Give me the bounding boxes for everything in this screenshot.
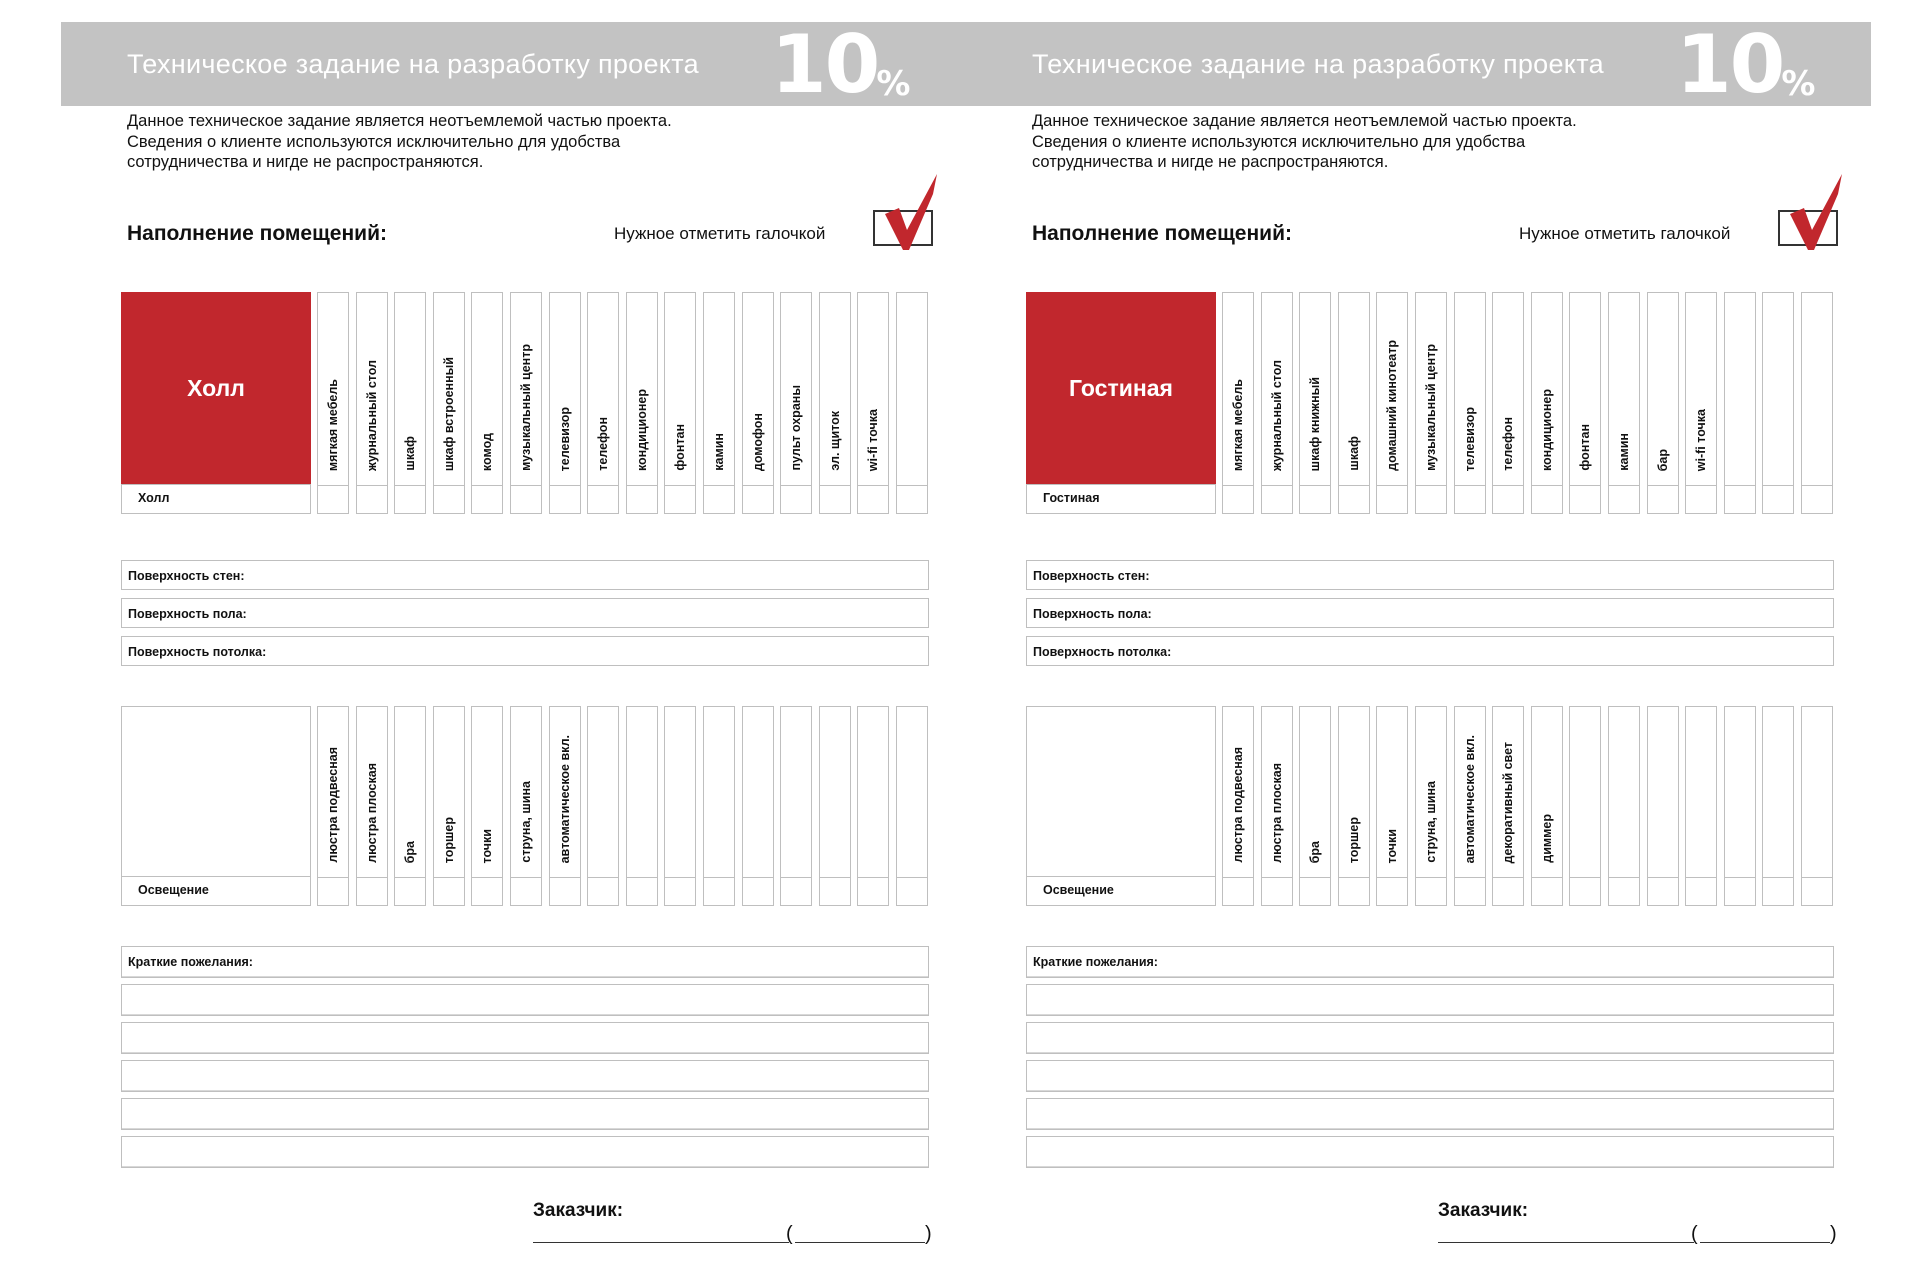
checkbox-cell-divider <box>1532 485 1562 486</box>
checkbox-cell-divider <box>434 877 464 878</box>
checkbox-cell-divider <box>434 485 464 486</box>
logo-number: 10 <box>1676 18 1784 111</box>
lighting-checkbox-column[interactable] <box>1569 706 1601 906</box>
furniture-checkbox-column[interactable] <box>664 292 696 514</box>
furniture-item-label: музыкальный центр <box>519 344 533 471</box>
lighting-checkbox-column[interactable] <box>1222 706 1254 906</box>
lighting-checkbox-column[interactable] <box>1492 706 1524 906</box>
furniture-item-label: камин <box>712 433 726 471</box>
lighting-checkbox-column[interactable] <box>1531 706 1563 906</box>
lighting-item-label: торшер <box>1346 816 1361 863</box>
intro-text <box>1032 111 1732 173</box>
lighting-checkbox-column[interactable] <box>1762 706 1794 906</box>
checkbox-cell-divider <box>1648 877 1678 878</box>
checkbox-cell-divider <box>781 485 811 486</box>
checkbox-cell-divider <box>1609 485 1639 486</box>
paren-open: ( <box>786 1223 793 1245</box>
furniture-item-label: шкаф <box>403 436 418 471</box>
checkbox-cell-divider <box>1416 485 1446 486</box>
wall-surface-field[interactable]: Поверхность стен: <box>121 560 929 590</box>
checkbox-cell-divider <box>627 485 657 486</box>
checkbox-cell-divider <box>743 485 773 486</box>
logo-10-percent <box>771 18 911 111</box>
check-hint: Нужное отметить галочкой <box>614 224 826 243</box>
furniture-checkbox-column[interactable] <box>819 292 851 514</box>
checkbox-cell-divider <box>1725 485 1755 486</box>
furniture-checkbox-column[interactable] <box>1338 292 1370 514</box>
lighting-item-label: люстра плоская <box>1269 763 1284 863</box>
furniture-checkbox-column[interactable] <box>1569 292 1601 514</box>
furniture-checkbox-column[interactable] <box>1222 292 1254 514</box>
lighting-checkbox-column[interactable] <box>1647 706 1679 906</box>
furniture-item-label: телефон <box>1501 417 1516 471</box>
signature-name-line[interactable] <box>795 1242 925 1243</box>
intro-line: Сведения о клиенте используются исключительно для удобства <box>1032 132 1526 151</box>
header-title: Техническое задание на разработку проекта <box>1032 49 1604 79</box>
checkbox-cell-divider <box>1493 877 1523 878</box>
checkbox-cell-divider <box>588 485 618 486</box>
lighting-checkbox-column[interactable] <box>587 706 619 906</box>
checkbox-cell-divider <box>1686 485 1716 486</box>
checkbox-cell-divider <box>588 877 618 878</box>
floor-surface-field[interactable]: Поверхность пола: <box>1026 598 1834 628</box>
lighting-checkbox-column[interactable] <box>1454 706 1486 906</box>
lighting-checkbox-column[interactable] <box>664 706 696 906</box>
checkbox-cell-divider <box>1763 485 1793 486</box>
checkbox-cell-divider <box>1262 485 1292 486</box>
furniture-checkbox-column[interactable] <box>1492 292 1524 514</box>
wall-surface-field[interactable]: Поверхность стен: <box>1026 560 1834 590</box>
wishes-line[interactable] <box>1026 1098 1834 1130</box>
furniture-item-label: журнальный стол <box>364 360 379 471</box>
checkbox-cell-divider <box>1300 485 1330 486</box>
lighting-item-label: автоматическое вкл. <box>1462 734 1477 863</box>
checkbox-cell-divider <box>1339 485 1369 486</box>
checkbox-cell-divider <box>1223 877 1253 878</box>
wishes-line[interactable] <box>1026 1136 1834 1168</box>
wishes-field[interactable]: Краткие пожелания: <box>121 946 929 978</box>
lighting-item-label: люстра подвесная <box>326 747 340 863</box>
room-row-label: Гостиная <box>1026 484 1216 514</box>
lighting-blank-block <box>121 706 311 876</box>
checkbox-cell-divider <box>1377 485 1407 486</box>
wishes-field[interactable]: Краткие пожелания: <box>1026 946 1834 978</box>
logo-percent: % <box>1781 64 1816 104</box>
intro-text <box>127 111 827 173</box>
checkbox-cell-divider <box>858 485 888 486</box>
checkbox-cell-divider <box>704 485 734 486</box>
header-title: Техническое задание на разработку проекта <box>127 49 699 79</box>
lighting-item-label: диммер <box>1539 814 1554 863</box>
lighting-item-label: точки <box>1385 828 1400 863</box>
furniture-item-label: домофон <box>750 412 765 471</box>
lighting-item-label: бра <box>1308 840 1323 863</box>
furniture-item-label: фонтан <box>673 424 688 471</box>
section-title: Наполнение помещений: <box>1032 222 1292 245</box>
furniture-item-label: мягкая мебель <box>1231 378 1245 471</box>
furniture-item-label: шкаф книжный <box>1308 376 1323 471</box>
checkbox-cell-divider <box>665 877 695 878</box>
checkmark-icon <box>1786 172 1846 252</box>
lighting-checkbox-column[interactable] <box>433 706 465 906</box>
furniture-item-label: комод <box>480 432 495 471</box>
checkbox-cell-divider <box>1455 877 1485 878</box>
furniture-item-label: кондиционер <box>634 388 649 471</box>
furniture-checkbox-column[interactable] <box>471 292 503 514</box>
checkbox-cell-divider <box>318 877 348 878</box>
furniture-checkbox-column[interactable] <box>394 292 426 514</box>
checkbox-cell-divider <box>395 485 425 486</box>
form-page-hall <box>61 18 966 1262</box>
lighting-checkbox-column[interactable] <box>1376 706 1408 906</box>
checkbox-cell-divider <box>820 485 850 486</box>
lighting-checkbox-column[interactable] <box>317 706 349 906</box>
checkbox-cell-divider <box>897 877 927 878</box>
header-band <box>61 18 967 111</box>
logo-number: 10 <box>771 18 879 111</box>
checkbox-cell-divider <box>1223 485 1253 486</box>
lighting-checkbox-column[interactable] <box>896 706 928 906</box>
checkbox-cell-divider <box>1416 877 1446 878</box>
lighting-item-label: струна, шина <box>1424 781 1438 863</box>
furniture-item-label: шкаф встроенный <box>441 356 456 471</box>
furniture-checkbox-column[interactable] <box>1376 292 1408 514</box>
furniture-item-label: домашний кинотеатр <box>1385 340 1400 471</box>
furniture-checkbox-column[interactable] <box>742 292 774 514</box>
furniture-checkbox-column[interactable] <box>317 292 349 514</box>
furniture-item-label: телевизор <box>557 406 572 471</box>
checkbox-cell-divider <box>1455 485 1485 486</box>
furniture-checkbox-column[interactable] <box>1762 292 1794 514</box>
furniture-checkbox-column[interactable] <box>1454 292 1486 514</box>
furniture-item-label: кондиционер <box>1539 388 1554 471</box>
room-name-block: Гостиная <box>1026 292 1216 484</box>
furniture-item-label: мягкая мебель <box>326 378 340 471</box>
checkbox-cell-divider <box>1763 877 1793 878</box>
checkbox-cell-divider <box>820 877 850 878</box>
room-name-block: Холл <box>121 292 311 484</box>
furniture-checkbox-column[interactable] <box>1415 292 1447 514</box>
checkbox-cell-divider <box>1725 877 1755 878</box>
checkbox-cell-divider <box>743 877 773 878</box>
checkbox-cell-divider <box>1570 877 1600 878</box>
furniture-checkbox-column[interactable] <box>1724 292 1756 514</box>
furniture-checkbox-column[interactable] <box>1261 292 1293 514</box>
furniture-grid <box>1026 292 1836 516</box>
lighting-checkbox-column[interactable] <box>857 706 889 906</box>
furniture-checkbox-column[interactable] <box>549 292 581 514</box>
paren-close: ) <box>1830 1223 1837 1245</box>
lighting-item-label: автоматическое вкл. <box>557 734 572 863</box>
lighting-checkbox-column[interactable] <box>1338 706 1370 906</box>
furniture-checkbox-column[interactable] <box>857 292 889 514</box>
furniture-checkbox-column[interactable] <box>896 292 928 514</box>
lighting-checkbox-column[interactable] <box>1608 706 1640 906</box>
furniture-checkbox-column[interactable] <box>356 292 388 514</box>
lighting-checkbox-column[interactable] <box>394 706 426 906</box>
furniture-checkbox-column[interactable] <box>1299 292 1331 514</box>
lighting-checkbox-column[interactable] <box>1724 706 1756 906</box>
checkbox-cell-divider <box>781 877 811 878</box>
checkbox-cell-divider <box>1532 877 1562 878</box>
checkbox-cell-divider <box>1262 877 1292 878</box>
ceiling-surface-field[interactable]: Поверхность потолка: <box>121 636 929 666</box>
intro-line: Сведения о клиенте используются исключительно для удобства <box>127 132 621 151</box>
checkbox-cell-divider <box>472 485 502 486</box>
checkbox-cell-divider <box>665 485 695 486</box>
wishes-line[interactable] <box>121 1098 929 1130</box>
intro-line: Данное техническое задание является неотъемлемой частью проекта. <box>127 112 672 130</box>
checkbox-cell-divider <box>1377 877 1407 878</box>
checkbox-cell-divider <box>550 485 580 486</box>
lighting-checkbox-column[interactable] <box>1685 706 1717 906</box>
lighting-item-label: торшер <box>441 816 456 863</box>
furniture-checkbox-column[interactable] <box>626 292 658 514</box>
lighting-blank-block <box>1026 706 1216 876</box>
signature-name-line[interactable] <box>1700 1242 1830 1243</box>
furniture-item-label: телефон <box>596 417 611 471</box>
checkbox-cell-divider <box>1609 877 1639 878</box>
checkbox-cell-divider <box>357 485 387 486</box>
lighting-checkbox-column[interactable] <box>742 706 774 906</box>
lighting-checkbox-column[interactable] <box>1261 706 1293 906</box>
checkbox-cell-divider <box>627 877 657 878</box>
room-row-label: Холл <box>121 484 311 514</box>
checkbox-cell-divider <box>1802 877 1832 878</box>
checkbox-cell-divider <box>318 485 348 486</box>
section-title: Наполнение помещений: <box>127 222 387 245</box>
logo-10-percent <box>1676 18 1816 111</box>
lighting-checkbox-column[interactable] <box>510 706 542 906</box>
furniture-checkbox-column[interactable] <box>1801 292 1833 514</box>
furniture-grid <box>121 292 931 516</box>
furniture-item-label: wi-fi точка <box>1694 408 1709 471</box>
furniture-checkbox-column[interactable] <box>1647 292 1679 514</box>
furniture-item-label: эл. щиток <box>827 411 842 471</box>
furniture-item-label: пульт охраны <box>789 385 804 471</box>
wishes-line[interactable] <box>121 1022 929 1054</box>
wishes-line[interactable] <box>1026 1060 1834 1092</box>
furniture-checkbox-column[interactable] <box>703 292 735 514</box>
lighting-checkbox-column[interactable] <box>471 706 503 906</box>
checkbox-cell-divider <box>550 877 580 878</box>
wishes-line[interactable] <box>1026 1022 1834 1054</box>
furniture-item-label: шкаф <box>1346 436 1361 471</box>
checkbox-cell-divider <box>511 877 541 878</box>
intro-line: сотрудничества и нигде не распространяются. <box>127 153 484 171</box>
lighting-checkbox-column[interactable] <box>626 706 658 906</box>
lighting-checkbox-column[interactable] <box>703 706 735 906</box>
header-band <box>966 18 1871 111</box>
lighting-checkbox-column[interactable] <box>819 706 851 906</box>
lighting-checkbox-column[interactable] <box>549 706 581 906</box>
logo-percent: % <box>876 64 911 104</box>
furniture-checkbox-column[interactable] <box>780 292 812 514</box>
checkbox-cell-divider <box>1300 877 1330 878</box>
floor-surface-field[interactable]: Поверхность пола: <box>121 598 929 628</box>
lighting-row-label: Освещение <box>1026 876 1216 906</box>
lighting-grid <box>1026 706 1836 906</box>
paren-close: ) <box>925 1223 932 1245</box>
paren-open: ( <box>1691 1223 1698 1245</box>
furniture-checkbox-column[interactable] <box>1608 292 1640 514</box>
wishes-line[interactable] <box>121 1060 929 1092</box>
ceiling-surface-field[interactable]: Поверхность потолка: <box>1026 636 1834 666</box>
checkbox-cell-divider <box>357 877 387 878</box>
wishes-line[interactable] <box>121 1136 929 1168</box>
check-hint: Нужное отметить галочкой <box>1519 224 1731 243</box>
furniture-checkbox-column[interactable] <box>1531 292 1563 514</box>
furniture-checkbox-column[interactable] <box>1685 292 1717 514</box>
lighting-item-label: струна, шина <box>519 781 533 863</box>
checkbox-cell-divider <box>395 877 425 878</box>
checkbox-cell-divider <box>1802 485 1832 486</box>
checkbox-cell-divider <box>472 877 502 878</box>
lighting-grid <box>121 706 931 906</box>
wishes-line[interactable] <box>121 984 929 1016</box>
lighting-item-label: люстра плоская <box>364 763 379 863</box>
checkbox-cell-divider <box>1493 485 1523 486</box>
checkbox-cell-divider <box>858 877 888 878</box>
signature-line[interactable] <box>533 1242 789 1243</box>
form-page-living-room <box>966 18 1871 1262</box>
lighting-item-label: люстра подвесная <box>1231 747 1245 863</box>
checkbox-cell-divider <box>1570 485 1600 486</box>
checkbox-cell-divider <box>511 485 541 486</box>
intro-line: Данное техническое задание является неотъемлемой частью проекта. <box>1032 112 1577 130</box>
furniture-item-label: wi-fi точка <box>866 408 881 471</box>
furniture-item-label: телевизор <box>1462 406 1477 471</box>
checkbox-cell-divider <box>897 485 927 486</box>
checkbox-cell-divider <box>704 877 734 878</box>
lighting-checkbox-column[interactable] <box>1415 706 1447 906</box>
checkmark-icon <box>881 172 941 252</box>
customer-label: Заказчик: <box>533 1200 624 1221</box>
furniture-checkbox-column[interactable] <box>433 292 465 514</box>
furniture-item-label: фонтан <box>1578 424 1593 471</box>
lighting-item-label: декоративный свет <box>1501 741 1516 863</box>
customer-label: Заказчик: <box>1438 1200 1529 1221</box>
furniture-item-label: бар <box>1655 448 1670 471</box>
lighting-item-label: бра <box>403 840 418 863</box>
furniture-item-label: камин <box>1617 433 1631 471</box>
lighting-row-label: Освещение <box>121 876 311 906</box>
lighting-checkbox-column[interactable] <box>780 706 812 906</box>
checkbox-cell-divider <box>1686 877 1716 878</box>
furniture-item-label: журнальный стол <box>1269 360 1284 471</box>
checkbox-cell-divider <box>1648 485 1678 486</box>
checkbox-cell-divider <box>1339 877 1369 878</box>
wishes-line[interactable] <box>1026 984 1834 1016</box>
signature-line[interactable] <box>1438 1242 1694 1243</box>
lighting-checkbox-column[interactable] <box>1299 706 1331 906</box>
furniture-item-label: музыкальный центр <box>1424 344 1438 471</box>
lighting-checkbox-column[interactable] <box>356 706 388 906</box>
intro-line: сотрудничества и нигде не распространяются. <box>1032 153 1389 171</box>
lighting-item-label: точки <box>480 828 495 863</box>
furniture-checkbox-column[interactable] <box>510 292 542 514</box>
furniture-checkbox-column[interactable] <box>587 292 619 514</box>
lighting-checkbox-column[interactable] <box>1801 706 1833 906</box>
